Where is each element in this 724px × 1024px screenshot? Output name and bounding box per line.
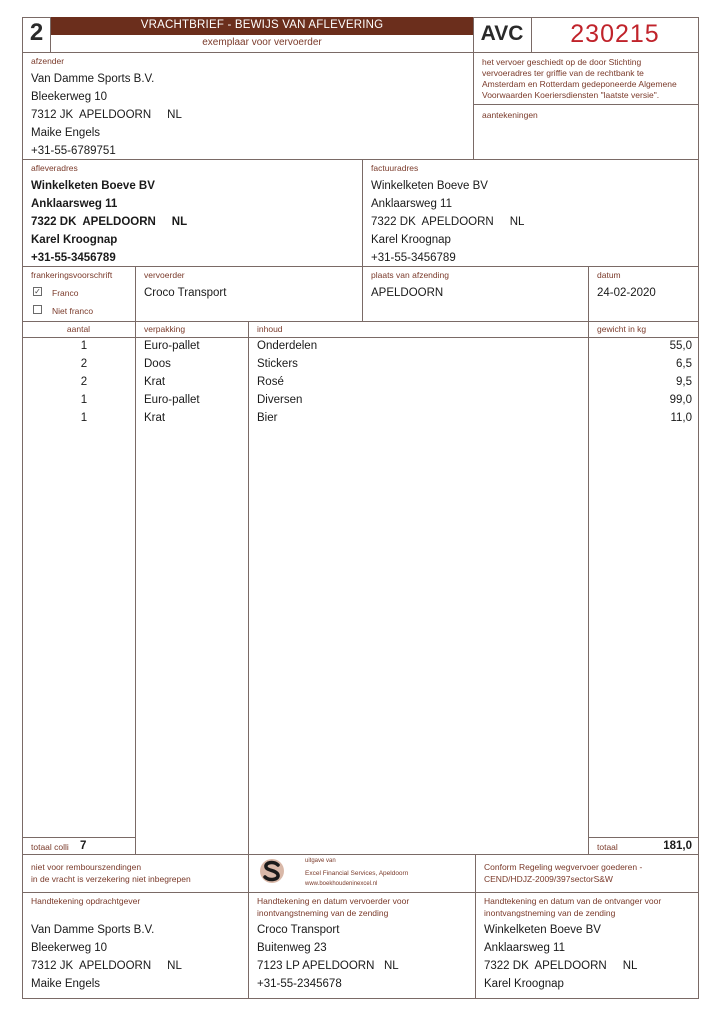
divider <box>22 837 136 838</box>
copy-number: 2 <box>29 19 44 46</box>
signature-carrier-label: Handtekening en datum vervoerder voor <box>257 896 410 906</box>
date-value: 24-02-2020 <box>597 287 656 299</box>
divider <box>22 266 699 267</box>
terms-line: Amsterdam en Rotterdam gedeponeerde Algemene <box>482 79 677 89</box>
row-packaging: Krat <box>144 376 166 388</box>
doc-code: AVC <box>480 22 524 45</box>
invoice-street: Anklaarsweg 11 <box>371 198 452 210</box>
insurance-notice: in de vracht is verzekering niet inbegrepen <box>31 874 191 884</box>
date-label: datum <box>597 270 621 280</box>
publisher-name: Excel Financial Services, Apeldoorn <box>305 870 409 877</box>
divider <box>248 854 249 999</box>
place-label: plaats van afzending <box>371 270 449 280</box>
signature-client-line: Van Damme Sports B.V. <box>31 924 155 936</box>
terms-line: vervoeradres ter griffie van de rechtbank te <box>482 68 644 78</box>
total-label: totaal <box>597 842 618 852</box>
invoice-contact: Karel Kroognap <box>371 234 451 246</box>
publisher-logo-icon <box>259 858 285 884</box>
document-title: VRACHTBRIEF - BEWIJS VAN AFLEVERING <box>140 19 384 31</box>
row-contents: Rosé <box>257 376 284 388</box>
row-qty: 1 <box>80 412 88 424</box>
divider <box>473 104 699 105</box>
carrier-value: Croco Transport <box>144 287 227 299</box>
total-colli-value: 7 <box>80 840 87 852</box>
invoice-name: Winkelketen Boeve BV <box>371 180 488 192</box>
franco-label: Franco <box>52 288 79 298</box>
niet-franco-label: Niet franco <box>52 306 94 316</box>
divider <box>22 337 699 338</box>
total-weight-value: 181,0 <box>663 840 692 852</box>
row-packaging: Doos <box>144 358 171 370</box>
row-qty: 2 <box>80 376 88 388</box>
divider <box>362 159 363 321</box>
signature-client-line: Maike Engels <box>31 978 101 990</box>
publisher-label: uitgave van <box>305 858 336 864</box>
row-contents: Onderdelen <box>257 340 318 352</box>
divider <box>588 266 589 854</box>
regulation-line1: Conform Regeling wegvervoer goederen - <box>484 862 643 872</box>
invoice-phone: +31-55-3456789 <box>371 252 456 264</box>
sender-contact: Maike Engels <box>31 127 101 139</box>
signature-carrier-line: Buitenweg 23 <box>257 942 327 954</box>
row-contents: Bier <box>257 412 278 424</box>
checkmark-icon: ✓ <box>34 287 41 296</box>
notes-field[interactable] <box>476 122 696 156</box>
divider <box>22 892 699 893</box>
signature-receiver-label: inontvangstneming van de zending <box>484 908 616 918</box>
invoice-city: 7322 DK APELDOORN NL <box>371 216 525 228</box>
signature-client-line: 7312 JK APELDOORN NL <box>31 960 182 972</box>
col-header-qty: aantal <box>66 324 91 334</box>
signature-receiver-line: Winkelketen Boeve BV <box>484 924 601 936</box>
divider <box>22 159 699 160</box>
row-contents: Stickers <box>257 358 298 370</box>
signature-receiver-line: Anklaarsweg 11 <box>484 942 565 954</box>
signature-carrier-label: inontvangstneming van de zending <box>257 908 389 918</box>
row-weight: 6,5 <box>676 358 692 370</box>
delivery-city: 7322 DK APELDOORN NL <box>31 216 188 228</box>
col-header-weight: gewicht in kg <box>597 324 647 334</box>
sender-city: 7312 JK APELDOORN NL <box>31 109 182 121</box>
signature-carrier-line: Croco Transport <box>257 924 340 936</box>
signature-receiver-label: Handtekening en datum van de ontvanger voor <box>484 896 662 906</box>
row-packaging: Krat <box>144 412 166 424</box>
row-weight: 55,0 <box>669 340 692 352</box>
carrier-label: vervoerder <box>144 270 185 280</box>
divider <box>22 52 699 53</box>
signature-carrier-line: +31-55-2345678 <box>257 978 342 990</box>
document-subtitle: exemplaar voor vervoerder <box>202 37 322 48</box>
divider <box>475 854 476 999</box>
divider <box>22 854 699 855</box>
delivery-label: afleveradres <box>31 163 78 173</box>
row-qty: 1 <box>80 394 88 406</box>
niet-franco-checkbox[interactable] <box>33 305 42 314</box>
terms-line: het vervoer geschiedt op de door Stichting <box>482 57 642 67</box>
invoice-label: factuuradres <box>371 163 419 173</box>
signature-carrier-line: 7123 LP APELDOORN NL <box>257 960 399 972</box>
sender-label: afzender <box>31 56 65 66</box>
row-weight: 99,0 <box>669 394 692 406</box>
cod-notice: niet voor rembourszendingen <box>31 862 142 872</box>
doc-number: 230215 <box>570 20 660 48</box>
row-weight: 9,5 <box>676 376 692 388</box>
sender-name: Van Damme Sports B.V. <box>31 73 155 85</box>
divider <box>135 266 136 854</box>
delivery-contact: Karel Kroognap <box>31 234 118 246</box>
sender-phone: +31-55-6789751 <box>31 145 116 157</box>
divider <box>588 837 699 838</box>
total-colli-label: totaal colli <box>31 842 69 852</box>
signature-client-label: Handtekening opdrachtgever <box>31 896 141 906</box>
row-contents: Diversen <box>257 394 303 406</box>
row-qty: 1 <box>80 340 88 352</box>
regulation-line2: CEND/HDJZ-2009/397sectorS&W <box>484 874 613 884</box>
terms-line: Voorwaarden Koeriersdiensten "laatste versie". <box>482 90 660 100</box>
signature-client-line: Bleekerweg 10 <box>31 942 108 954</box>
divider <box>22 321 699 322</box>
franco-checkbox[interactable] <box>33 287 42 296</box>
col-header-contents: inhoud <box>257 324 283 334</box>
signature-receiver-line: Karel Kroognap <box>484 978 564 990</box>
signature-receiver-line: 7322 DK APELDOORN NL <box>484 960 638 972</box>
row-weight: 11,0 <box>670 412 692 424</box>
row-packaging: Euro-pallet <box>144 340 200 352</box>
delivery-street: Anklaarsweg 11 <box>31 198 118 210</box>
row-qty: 2 <box>80 358 88 370</box>
col-header-packaging: verpakking <box>144 324 186 334</box>
delivery-name: Winkelketen Boeve BV <box>31 180 155 192</box>
divider <box>248 321 249 854</box>
sender-street: Bleekerweg 10 <box>31 91 108 103</box>
row-packaging: Euro-pallet <box>144 394 200 406</box>
place-value: APELDOORN <box>371 287 444 299</box>
delivery-phone: +31-55-3456789 <box>31 252 116 264</box>
franking-label: frankeringsvoorschrift <box>31 270 113 280</box>
publisher-site[interactable]: www.boekhoudeninexcel.nl <box>305 881 378 887</box>
notes-label: aantekeningen <box>482 110 538 120</box>
